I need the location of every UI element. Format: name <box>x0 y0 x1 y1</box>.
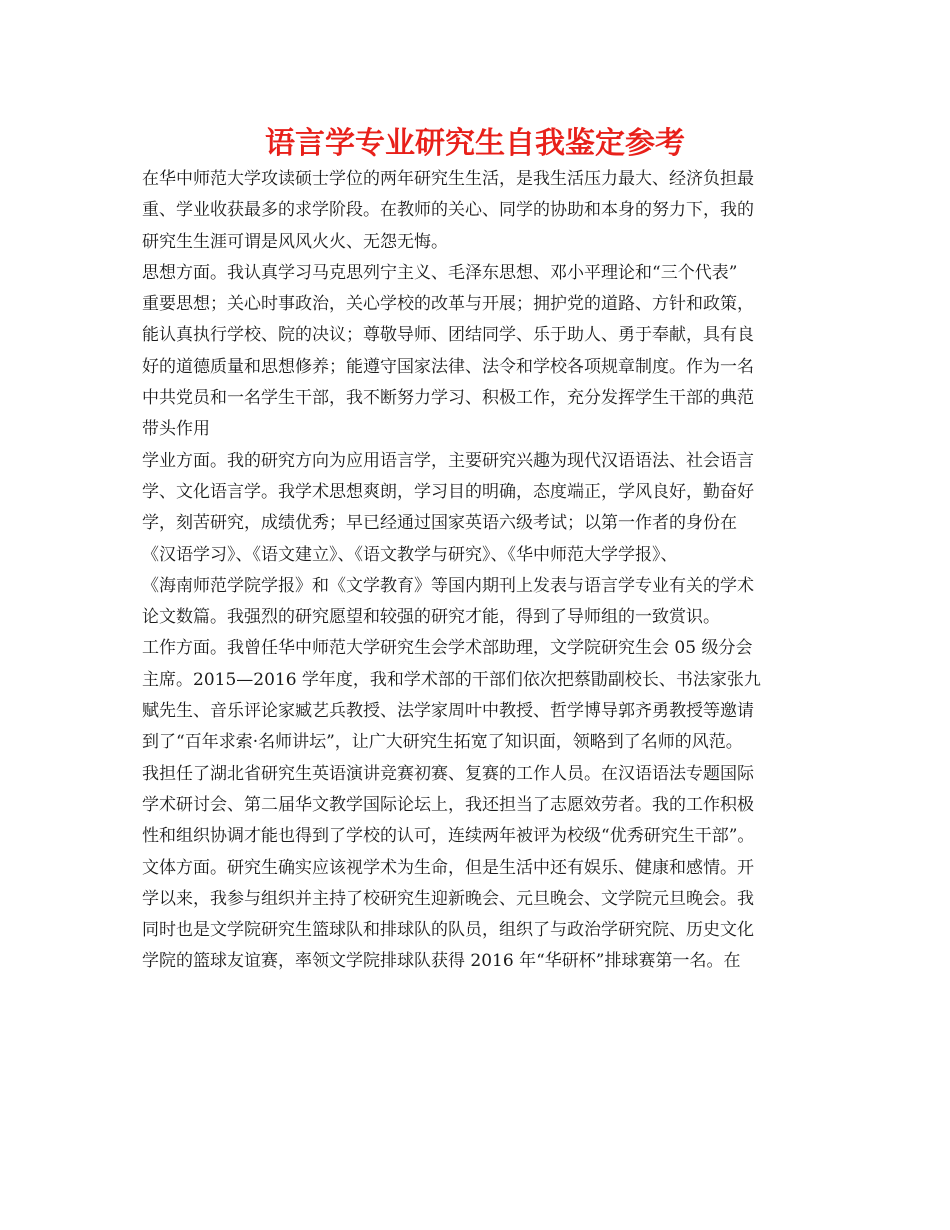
body-line: 同时也是文学院研究生篮球队和排球队的队员，组织了与政治学研究院、历史文化 <box>142 920 754 941</box>
body-line: 中共党员和一名学生干部，我不断努力学习、积极工作，充分发挥学生干部的典范 <box>142 388 754 409</box>
body-line: 研究生生涯可谓是风风火火、无怨无悔。 <box>142 231 448 252</box>
body-line: 学院的篮球友谊赛，率领文学院排球队获得 2016 年“华研杯”排球赛第一名。在 <box>142 951 741 972</box>
body-line: 论文数篇。我强烈的研究愿望和较强的研究才能，得到了导师组的一致赏识。 <box>142 607 720 628</box>
body-line: 好的道德质量和思想修养；能遵守国家法律、法令和学校各项规章制度。作为一名 <box>142 356 754 377</box>
body-line: 赋先生、音乐评论家臧艺兵教授、法学家周叶中教授、哲学博导郭齐勇教授等邀请 <box>142 701 754 722</box>
body-line: 主席。2015—2016 学年度，我和学术部的干部们依次把蔡勖副校长、书法家张九 <box>142 669 761 690</box>
body-line: 学、文化语言学。我学术思想爽朗，学习目的明确，态度端正，学风良好，勤奋好 <box>142 481 754 502</box>
body-line: 学，刻苦研究，成绩优秀；早已经通过国家英语六级考试；以第一作者的身份在 <box>142 513 737 534</box>
body-line: 到了“百年求索·名师讲坛”，让广大研究生拓宽了知识面，领略到了名师的风范。 <box>142 732 743 753</box>
body-line: 文体方面。研究生确实应该视学术为生命，但是生活中还有娱乐、健康和感情。开 <box>142 857 754 878</box>
body-line: 在华中师范大学攻读硕士学位的两年研究生生活，是我生活压力最大、经济负担最 <box>142 169 754 189</box>
document-title: 语言学专业研究生自我鉴定参考 <box>265 126 685 161</box>
body-line: 带头作用 <box>142 419 210 440</box>
body-line: 能认真执行学校、院的决议；尊敬导师、团结同学、乐于助人、勇于奉献，具有良 <box>142 325 754 346</box>
body-line: 学业方面。我的研究方向为应用语言学，主要研究兴趣为现代汉语语法、社会语言 <box>142 450 754 471</box>
body-line: 思想方面。我认真学习马克思列宁主义、毛泽东思想、邓小平理论和“三个代表” <box>142 262 738 283</box>
body-line: 学术研讨会、第二届华文教学国际论坛上，我还担当了志愿效劳者。我的工作积极 <box>142 794 754 815</box>
body-line: 工作方面。我曾任华中师范大学研究生会学术部助理，文学院研究生会 05 级分会 <box>142 638 753 659</box>
body-line: 重、学业收获最多的求学阶段。在教师的关心、同学的协助和本身的努力下，我的 <box>142 200 754 221</box>
body-line: 《海南师范学院学报》和《文学教育》等国内期刊上发表与语言学专业有关的学术 <box>142 575 754 596</box>
body-line: 《汉语学习》、《语文建立》、《语文教学与研究》、《华中师范大学学报》、 <box>142 544 678 565</box>
body-line: 重要思想；关心时事政治，关心学校的改革与开展；拥护党的道路、方针和政策， <box>142 294 754 315</box>
body-line: 我担任了湖北省研究生英语演讲竞赛初赛、复赛的工作人员。在汉语语法专题国际 <box>142 763 754 784</box>
document-body <box>142 164 822 978</box>
body-line: 性和组织协调才能也得到了学校的认可，连续两年被评为校级“优秀研究生干部”。 <box>142 826 755 847</box>
body-line: 学以来，我参与组织并主持了校研究生迎新晚会、元旦晚会、文学院元旦晚会。我 <box>142 888 754 909</box>
